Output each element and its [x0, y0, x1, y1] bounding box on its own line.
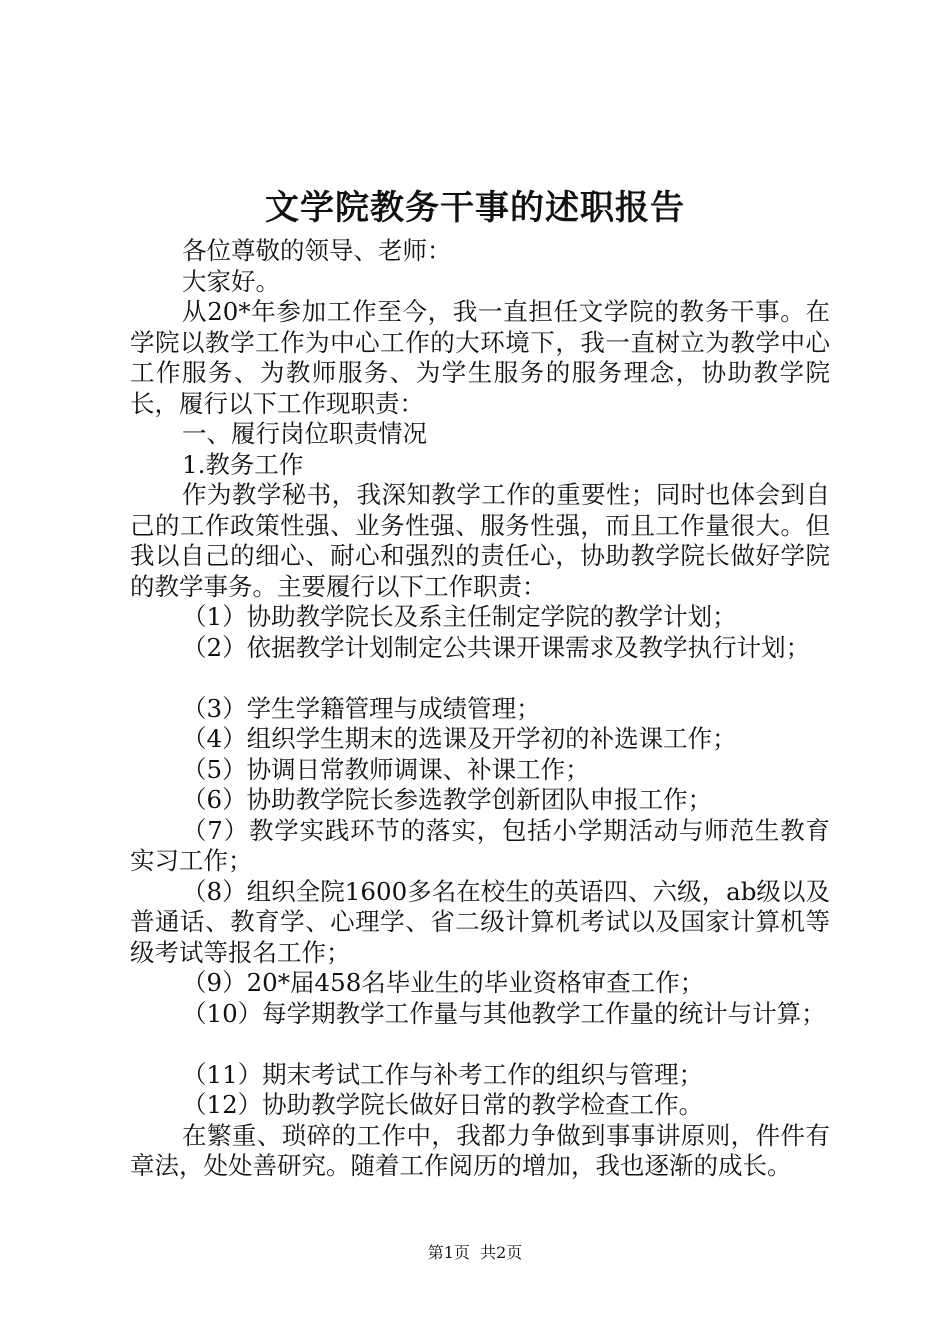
page-total: 共2页 [480, 1243, 523, 1262]
duty-item: （7）教学实践环节的落实，包括小学期活动与师范生教育实习工作； [130, 815, 830, 875]
document-title: 文学院教务干事的述职报告 [265, 188, 685, 228]
duty-item: （12）协助教学院长做好日常的教学检查工作。 [182, 1090, 704, 1119]
duty-item: （11）期末考试工作与补考工作的组织与管理； [182, 1059, 704, 1089]
document-body [130, 236, 830, 1182]
duty-item: （5）协调日常教师调课、补课工作； [182, 754, 590, 784]
duty-item: （1）协助教学院长及系主任制定学院的教学计划； [182, 602, 737, 631]
duty-item: （6）协助教学院长参选教学创新团队申报工作； [182, 785, 713, 814]
duty-item: （10）每学期教学工作量与其他教学工作量的统计与计算； [182, 998, 826, 1028]
duty-item: （3）学生学籍管理与成绩管理； [182, 693, 541, 723]
subsection-heading: 1.教务工作 [182, 449, 304, 479]
salutation: 各位尊敬的领导、老师： [182, 236, 452, 265]
greeting: 大家好。 [182, 266, 280, 296]
duty-item: （4）组织学生期末的选课及开学初的补选课工作； [182, 724, 737, 753]
duties-paragraph: 作为教学秘书，我深知教学工作的重要性；同时也体会到自己的工作政策性强、业务性强、服务性强，而且工作量很大。但我以自己的细心、耐心和强烈的责任心，协助教学院长做好学院的教学事务。主要履行以下工作职责： [130, 480, 830, 601]
blank-line [130, 1029, 830, 1060]
duty-item: （9）20*届458名毕业生的毕业资格审查工作； [182, 968, 705, 997]
page-number: 第1页 [427, 1243, 470, 1262]
blank-line [130, 663, 830, 694]
page-footer [0, 1242, 950, 1264]
duty-item: （2）依据教学计划制定公共课开课需求及教学执行计划； [182, 632, 811, 662]
closing-paragraph: 在繁重、琐碎的工作中，我都力争做到事事讲原则，件件有章法，处处善研究。随着工作阅历的增加，我也逐渐的成长。 [130, 1120, 830, 1180]
section-heading: 一、履行岗位职责情况 [182, 419, 427, 448]
duty-item: （8）组织全院1600多名在校生的英语四、六级，ab级以及普通话、教育学、心理学、省二级计算机考试以及国家计算机等级考试等报名工作； [130, 876, 830, 967]
intro-paragraph: 从20*年参加工作至今，我一直担任文学院的教务干事。在学院以教学工作为中心工作的大环境下，我一直树立为教学中心工作服务、为教师服务、为学生服务的服务理念，协助教学院长，履行以下工作现职责： [130, 297, 830, 418]
